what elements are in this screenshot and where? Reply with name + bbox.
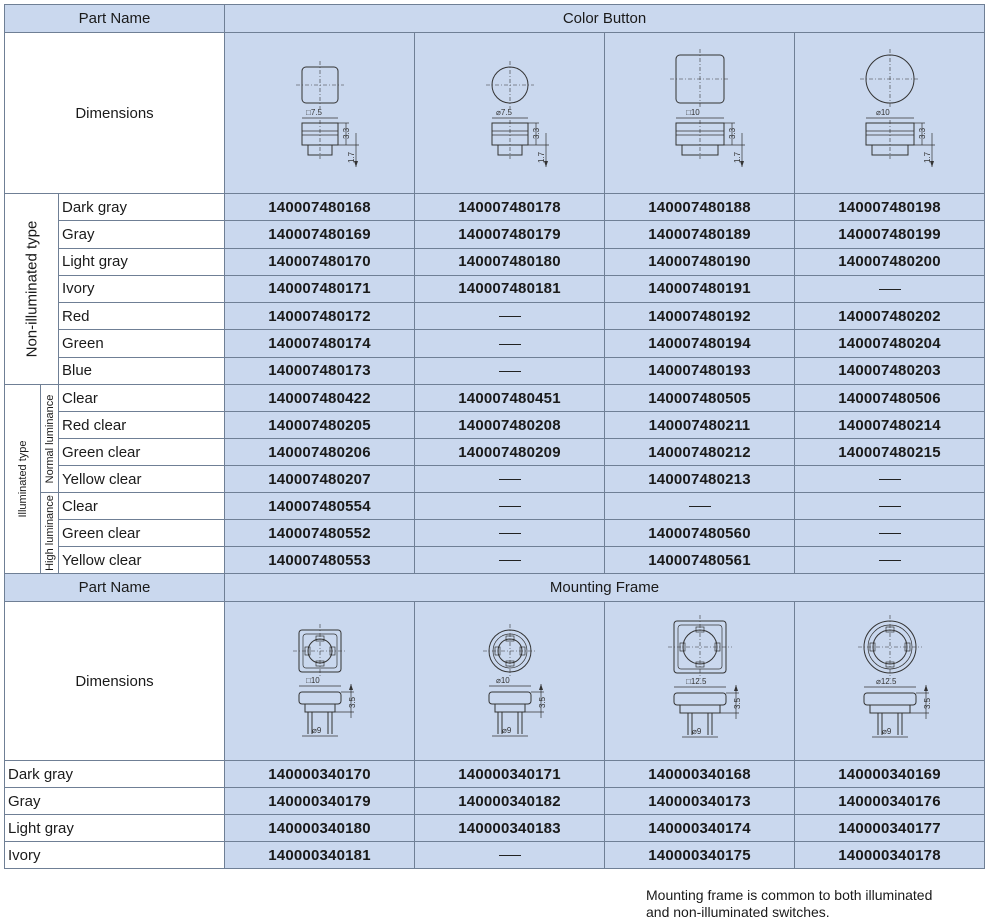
part-number-cell: 140007480181 <box>415 275 605 302</box>
footnote <box>646 887 932 921</box>
normal-luminance-label-text: Normal luminance <box>43 394 56 483</box>
section-header-row <box>5 5 985 33</box>
part-number-cell: 140007480194 <box>605 330 795 357</box>
not-available-dash <box>499 316 521 317</box>
part-number-cell: 140007480171 <box>225 275 415 302</box>
part-number-cell: 140007480209 <box>415 439 605 466</box>
part-number-cell <box>795 520 985 547</box>
part-number-cell: 140007480203 <box>795 357 985 384</box>
table-row <box>5 815 985 842</box>
non-illuminated-group <box>5 194 59 385</box>
table-row <box>5 412 985 439</box>
part-number-cell <box>605 493 795 520</box>
part-number-cell: 140007480554 <box>225 493 415 520</box>
table-row <box>5 330 985 357</box>
section-title: Color Button <box>225 5 985 33</box>
pin-pitch-label: ⌀9 <box>501 725 511 735</box>
not-available-dash <box>499 371 521 372</box>
mounting-frame-dimension-drawing <box>645 609 755 754</box>
part-number-cell <box>795 275 985 302</box>
color-name: Green clear <box>59 520 225 547</box>
table-row <box>5 221 985 248</box>
part-number-cell: 140007480174 <box>225 330 415 357</box>
not-available-dash <box>499 855 521 856</box>
dimensions-row <box>5 602 985 761</box>
normal-luminance-label <box>42 387 58 491</box>
part-number-cell <box>795 466 985 493</box>
table-row <box>5 493 985 520</box>
color-name: Clear <box>59 385 225 412</box>
not-available-dash <box>879 560 901 561</box>
part-number-cell: 140007480192 <box>605 303 795 330</box>
part-number-cell: 140007480193 <box>605 357 795 384</box>
part-number-cell: 140007480552 <box>225 520 415 547</box>
part-number-cell: 140000340168 <box>605 761 795 788</box>
part-number-cell: 140000340175 <box>605 842 795 869</box>
part-number-cell: 140007480170 <box>225 248 415 275</box>
height-label: 3.3 <box>917 127 927 139</box>
dimension-drawing-cell <box>225 33 415 194</box>
dimension-drawing-cell <box>795 602 985 761</box>
not-available-dash <box>499 560 521 561</box>
part-number-cell: 140007480207 <box>225 466 415 493</box>
pin-pitch-label: ⌀9 <box>311 725 321 735</box>
high-luminance-label-text: High luminance <box>43 495 56 571</box>
part-number-cell: 140007480180 <box>415 248 605 275</box>
part-number-cell: 140007480560 <box>605 520 795 547</box>
not-available-dash <box>499 344 521 345</box>
color-name: Light gray <box>5 815 225 842</box>
part-number-cell: 140000340176 <box>795 788 985 815</box>
part-number-cell: 140000340181 <box>225 842 415 869</box>
color-name: Red <box>59 303 225 330</box>
mounting-frame-dimension-drawing <box>835 609 945 754</box>
table-row <box>5 761 985 788</box>
not-available-dash <box>879 506 901 507</box>
stroke-label: 1.7 <box>536 151 546 163</box>
part-number-cell: 140007480212 <box>605 439 795 466</box>
height-label: 3.5 <box>922 697 932 709</box>
color-name: Blue <box>59 357 225 384</box>
not-available-dash <box>689 506 711 507</box>
illuminated-label <box>6 389 40 569</box>
part-number-cell: 140000340183 <box>415 815 605 842</box>
color-name: Dark gray <box>5 761 225 788</box>
not-available-dash <box>499 479 521 480</box>
part-number-cell <box>415 357 605 384</box>
table-row <box>5 357 985 384</box>
part-name-header: Part Name <box>5 5 225 33</box>
part-number-cell: 140007480561 <box>605 547 795 574</box>
color-name: Ivory <box>59 275 225 302</box>
color-name: Ivory <box>5 842 225 869</box>
part-number-cell: 140007480179 <box>415 221 605 248</box>
size-label: ⌀7.5 <box>495 108 512 117</box>
color-button-dimension-drawing <box>455 43 565 183</box>
normal-luminance-group <box>41 385 59 493</box>
part-number-cell: 140007480199 <box>795 221 985 248</box>
part-number-cell <box>415 842 605 869</box>
color-name: Red clear <box>59 412 225 439</box>
size-label: □7.5 <box>305 108 322 117</box>
part-number-cell <box>415 493 605 520</box>
size-label: ⌀10 <box>495 675 510 685</box>
footnote-line-2: and non-illuminated switches. <box>646 904 830 920</box>
table-row <box>5 466 985 493</box>
part-number-cell: 140007480205 <box>225 412 415 439</box>
dimension-drawing-cell <box>225 602 415 761</box>
height-label: 3.3 <box>727 127 737 139</box>
dimension-drawing-cell <box>605 602 795 761</box>
high-luminance-group <box>41 493 59 574</box>
pin-pitch-label: ⌀9 <box>691 726 701 736</box>
part-name-header: Part Name <box>5 574 225 602</box>
part-number-cell: 140007480189 <box>605 221 795 248</box>
size-label: ⌀12.5 <box>875 676 896 686</box>
height-label: 3.5 <box>537 696 547 708</box>
dimensions-label: Dimensions <box>5 602 225 761</box>
part-number-cell: 140007480206 <box>225 439 415 466</box>
mounting-frame-dimension-drawing <box>455 609 565 754</box>
part-number-cell: 140007480211 <box>605 412 795 439</box>
table-row <box>5 547 985 574</box>
part-number-cell <box>795 547 985 574</box>
color-name: Yellow clear <box>59 547 225 574</box>
part-number-cell: 140007480198 <box>795 194 985 221</box>
color-name: Gray <box>5 788 225 815</box>
footnote-line-1: Mounting frame is common to both illuminated <box>646 887 933 903</box>
part-number-cell: 140000340179 <box>225 788 415 815</box>
dimension-drawing-cell <box>415 33 605 194</box>
dimension-drawing-cell <box>605 33 795 194</box>
part-number-cell: 140007480200 <box>795 248 985 275</box>
color-button-dimension-drawing <box>265 43 375 183</box>
part-number-cell: 140007480191 <box>605 275 795 302</box>
not-available-dash <box>879 479 901 480</box>
part-number-cell: 140007480506 <box>795 385 985 412</box>
part-number-cell: 140000340178 <box>795 842 985 869</box>
part-number-cell <box>415 466 605 493</box>
part-number-cell: 140007480214 <box>795 412 985 439</box>
stroke-label: 1.7 <box>346 151 356 163</box>
spec-table <box>4 4 985 869</box>
part-number-cell: 140007480505 <box>605 385 795 412</box>
table-row <box>5 385 985 412</box>
part-number-cell: 140007480168 <box>225 194 415 221</box>
table-row <box>5 439 985 466</box>
part-number-cell: 140007480553 <box>225 547 415 574</box>
not-available-dash <box>499 506 521 507</box>
color-name: Clear <box>59 493 225 520</box>
part-number-cell <box>415 547 605 574</box>
part-number-cell: 140007480451 <box>415 385 605 412</box>
non-illuminated-label-text: Non-illuminated type <box>23 220 41 358</box>
part-number-cell <box>415 330 605 357</box>
color-name: Green <box>59 330 225 357</box>
part-number-cell: 140007480169 <box>225 221 415 248</box>
part-number-cell: 140007480190 <box>605 248 795 275</box>
part-number-cell: 140007480208 <box>415 412 605 439</box>
part-number-cell: 140000340169 <box>795 761 985 788</box>
section-header-row <box>5 574 985 602</box>
part-number-cell: 140007480422 <box>225 385 415 412</box>
size-label: □12.5 <box>685 676 706 686</box>
color-name: Dark gray <box>59 194 225 221</box>
height-label: 3.5 <box>732 697 742 709</box>
height-label: 3.3 <box>341 127 351 139</box>
part-number-cell: 140000340177 <box>795 815 985 842</box>
stroke-label: 1.7 <box>922 151 932 163</box>
stroke-label: 1.7 <box>732 151 742 163</box>
dimension-drawing-cell <box>795 33 985 194</box>
part-number-cell: 140007480188 <box>605 194 795 221</box>
part-number-cell: 140000340180 <box>225 815 415 842</box>
dimension-drawing-cell <box>415 602 605 761</box>
part-number-cell: 140000340182 <box>415 788 605 815</box>
table-row <box>5 303 985 330</box>
part-number-cell: 140000340171 <box>415 761 605 788</box>
color-button-dimension-drawing <box>835 43 945 183</box>
table-row <box>5 788 985 815</box>
part-number-cell: 140007480204 <box>795 330 985 357</box>
not-available-dash <box>499 533 521 534</box>
table-row <box>5 275 985 302</box>
part-number-cell: 140007480215 <box>795 439 985 466</box>
part-number-cell: 140007480178 <box>415 194 605 221</box>
part-number-cell <box>415 303 605 330</box>
part-number-cell: 140007480213 <box>605 466 795 493</box>
table-row <box>5 842 985 869</box>
pin-pitch-label: ⌀9 <box>881 726 891 736</box>
size-label: ⌀10 <box>875 108 890 117</box>
part-number-cell: 140007480202 <box>795 303 985 330</box>
illuminated-group <box>5 385 41 574</box>
dimensions-row <box>5 33 985 194</box>
size-label: □10 <box>305 675 320 685</box>
non-illuminated-label <box>5 194 59 384</box>
size-label: □10 <box>685 108 700 117</box>
mounting-frame-dimension-drawing <box>265 609 375 754</box>
not-available-dash <box>879 289 901 290</box>
part-number-cell: 140007480172 <box>225 303 415 330</box>
dimensions-label: Dimensions <box>5 33 225 194</box>
part-number-sheet <box>4 4 984 920</box>
table-row <box>5 248 985 275</box>
high-luminance-label <box>42 494 58 572</box>
color-name: Light gray <box>59 248 225 275</box>
height-label: 3.3 <box>531 127 541 139</box>
part-number-cell: 140000340170 <box>225 761 415 788</box>
table-row <box>5 194 985 221</box>
part-number-cell: 140000340174 <box>605 815 795 842</box>
color-name: Green clear <box>59 439 225 466</box>
part-number-cell: 140007480173 <box>225 357 415 384</box>
illuminated-label-text: Illuminated type <box>16 440 29 518</box>
part-number-cell <box>415 520 605 547</box>
section-title: Mounting Frame <box>225 574 985 602</box>
height-label: 3.5 <box>347 696 357 708</box>
not-available-dash <box>879 533 901 534</box>
color-name: Gray <box>59 221 225 248</box>
color-button-dimension-drawing <box>645 43 755 183</box>
part-number-cell <box>795 493 985 520</box>
color-name: Yellow clear <box>59 466 225 493</box>
table-row <box>5 520 985 547</box>
part-number-cell: 140000340173 <box>605 788 795 815</box>
